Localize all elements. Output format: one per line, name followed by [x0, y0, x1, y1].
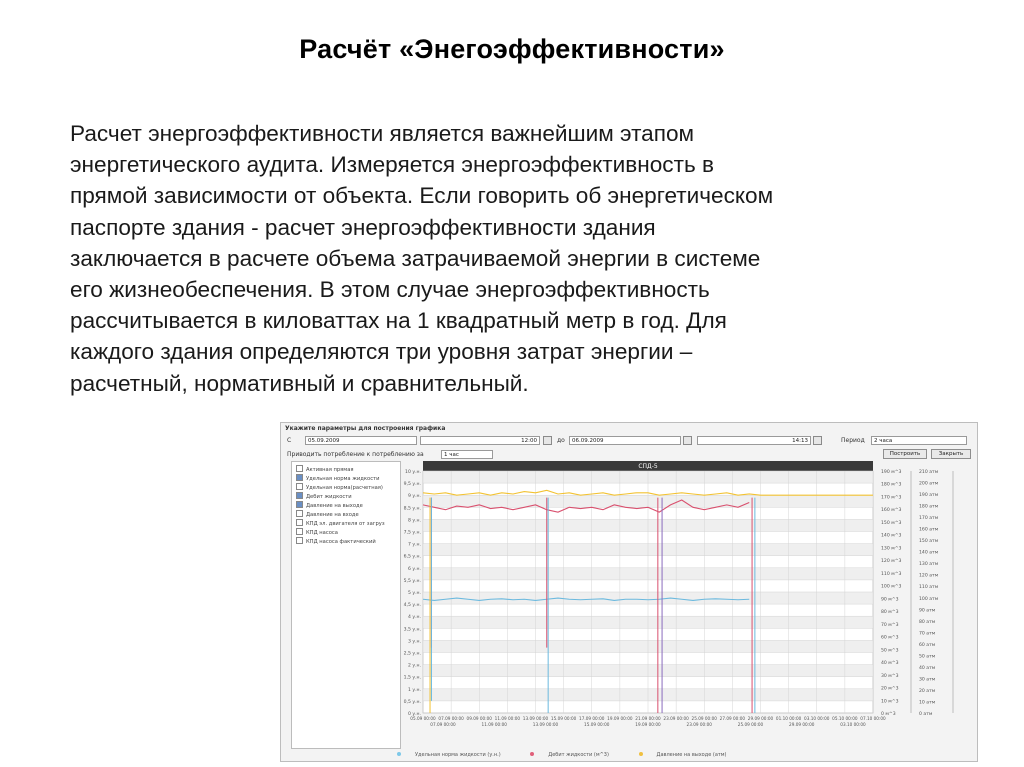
parameter-item[interactable] — [296, 529, 338, 537]
paragraph-line: каждого здания определяются три уровня затрат энергии – — [70, 339, 693, 365]
paragraph-line: паспорте здания - расчет энергоэффективности здания — [70, 214, 656, 240]
y-left-tick-label: 1 у.н. — [407, 687, 421, 693]
x-tick-label: 01.10 00:00 — [775, 716, 802, 721]
x-tick-label: 15.09 00:00 — [550, 716, 577, 721]
x-tick-label: 29.09 00:00 — [789, 722, 815, 727]
y-right-tick-label: 50 атм — [919, 654, 936, 660]
reduce-label: Приводить потребление к потреблению за — [287, 451, 424, 458]
build-button[interactable]: Построить — [883, 449, 927, 459]
checkbox-icon[interactable] — [296, 474, 303, 481]
y-left-tick-label: 5 у.н. — [407, 591, 421, 596]
parameter-label: КПД насоса — [306, 530, 338, 536]
y-mid-tick-label: 70 м^3 — [881, 622, 899, 628]
x-tick-label: 13.09 00:00 — [522, 716, 549, 721]
parameter-item[interactable] — [296, 502, 363, 510]
x-tick-label: 23.09 00:00 — [663, 716, 689, 721]
date-range-toolbar — [285, 435, 973, 447]
legend-marker-icon — [530, 752, 534, 756]
x-tick-label: 05.10 00:00 — [832, 716, 858, 721]
y-right-tick-label: 130 атм — [919, 562, 939, 568]
y-right-tick-label: 40 атм — [919, 665, 936, 671]
parameter-label: Удельная норма(расчетная) — [306, 485, 383, 491]
x-tick-label: 19.09 00:00 — [607, 716, 633, 721]
from-time-field[interactable]: 12:00 — [420, 436, 540, 445]
y-mid-tick-label: 100 м^3 — [881, 584, 902, 590]
y-left-tick-label: 6,5 у.н. — [403, 554, 421, 560]
legend-entry: Давление на выходе (атм) — [639, 752, 741, 758]
y-mid-tick-label: 130 м^3 — [881, 546, 902, 552]
paragraph-line: Расчет энергоэффективности является важнейшим этапом — [70, 121, 695, 146]
y-right-tick-label: 10 атм — [919, 700, 936, 706]
y-left-tick-label: 1,5 у.н. — [403, 675, 421, 681]
paragraph-line: прямой зависимости от объекта. Если говорить об энергетическом — [70, 183, 774, 209]
legend-marker-icon — [397, 752, 401, 756]
x-tick-label: 11.09 00:00 — [481, 722, 507, 727]
parameter-item[interactable] — [296, 520, 385, 528]
parameter-item[interactable] — [296, 484, 383, 492]
checkbox-icon[interactable] — [296, 465, 303, 472]
paragraph-line: расчетный, нормативный и сравнительный. — [70, 370, 529, 396]
chart-legend — [397, 752, 917, 761]
x-tick-label: 07.10 00:00 — [860, 716, 886, 721]
y-mid-tick-label: 10 м^3 — [881, 699, 899, 705]
parameter-label: Давление на выходе — [306, 503, 363, 509]
parameter-item[interactable] — [296, 511, 359, 519]
x-tick-label: 03.10 00:00 — [840, 722, 866, 727]
y-mid-tick-label: 50 м^3 — [881, 648, 899, 654]
slide-title: Расчёт «Энегоэффективности» — [299, 34, 725, 64]
y-left-tick-label: 7 у.н. — [407, 542, 421, 548]
parameter-label: Давление на входе — [306, 512, 359, 518]
x-tick-label: 21.09 00:00 — [635, 716, 661, 721]
y-left-tick-label: 0 у.н. — [407, 712, 421, 717]
y-mid-tick-label: 0 м^3 — [881, 712, 896, 717]
y-left-tick-label: 3 у.н. — [407, 639, 421, 645]
y-right-tick-label: 70 атм — [919, 631, 936, 637]
parameter-item[interactable] — [296, 493, 352, 501]
y-mid-tick-label: 180 м^3 — [881, 482, 902, 488]
y-right-tick-label: 30 атм — [919, 677, 936, 683]
y-mid-tick-label: 80 м^3 — [881, 610, 899, 616]
to-time-field[interactable]: 14:13 — [697, 436, 811, 445]
to-time-spin-button[interactable] — [813, 436, 822, 445]
y-left-tick-label: 8 у.н. — [407, 518, 421, 524]
y-left-tick-label: 4,5 у.н. — [403, 603, 421, 609]
y-mid-tick-label: 160 м^3 — [881, 508, 902, 514]
y-right-tick-label: 160 атм — [919, 527, 939, 533]
legend-entry: Удельная норма жидкости (у.н.) — [397, 752, 515, 758]
paragraph-line: заключается в расчете объема затрачиваемой энергии в системе — [70, 245, 761, 271]
y-right-tick-label: 60 атм — [919, 642, 936, 648]
parameter-label: КПД эл. двигателя от загруз — [306, 521, 385, 527]
from-date-field[interactable]: 05.09.2009 — [305, 436, 417, 445]
line-chart — [387, 453, 973, 753]
y-mid-tick-label: 190 м^3 — [881, 470, 902, 475]
parameter-item[interactable] — [296, 466, 354, 474]
to-date-field[interactable]: 06.09.2009 — [569, 436, 681, 445]
legend-entry: Дебит жидкости (м^3) — [530, 752, 623, 758]
x-tick-label: 03.10 00:00 — [804, 716, 830, 721]
to-calendar-button[interactable] — [683, 436, 692, 445]
period-select[interactable]: 2 часа — [871, 436, 967, 445]
x-tick-label: 09.09 00:00 — [466, 716, 492, 721]
y-left-tick-label: 5,5 у.н. — [403, 578, 421, 584]
window-title: Укажите параметры для построения графика — [285, 425, 446, 432]
parameter-label: КПД насоса фактический — [306, 539, 376, 545]
x-tick-label: 19.09 00:00 — [635, 722, 661, 727]
y-right-tick-label: 140 атм — [919, 550, 939, 556]
parameter-label: Активная прямая — [306, 467, 354, 473]
checkbox-icon[interactable] — [296, 483, 303, 490]
y-right-tick-label: 170 атм — [919, 516, 939, 522]
paragraph-line: его жизнеобеспечения. В этом случае энергоэффективность — [70, 277, 710, 303]
y-right-tick-label: 200 атм — [919, 481, 939, 487]
parameter-item[interactable] — [296, 538, 376, 546]
checkbox-icon[interactable] — [296, 519, 303, 526]
y-left-tick-label: 2,5 у.н. — [403, 651, 421, 657]
y-mid-tick-label: 40 м^3 — [881, 661, 899, 667]
x-tick-label: 07.09 00:00 — [430, 722, 456, 727]
x-tick-label: 17.09 00:00 — [579, 716, 605, 721]
y-mid-tick-label: 30 м^3 — [881, 673, 899, 679]
y-right-tick-label: 150 атм — [919, 539, 939, 545]
paragraph-line: энергетического аудита. Измеряется энергоэффективность в — [70, 152, 714, 178]
y-right-tick-label: 90 атм — [919, 608, 936, 614]
parameter-list — [291, 461, 401, 749]
x-tick-label: 11.09 00:00 — [494, 716, 521, 721]
y-right-tick-label: 180 атм — [919, 504, 939, 510]
y-right-tick-label: 80 атм — [919, 619, 936, 625]
y-left-tick-label: 8,5 у.н. — [403, 506, 421, 512]
close-button[interactable]: Закрыть — [931, 449, 971, 459]
x-tick-label: 15.09 00:00 — [584, 722, 610, 727]
y-left-tick-label: 4 у.н. — [407, 615, 421, 621]
checkbox-icon[interactable] — [296, 510, 303, 517]
y-right-tick-label: 100 атм — [919, 596, 939, 602]
slide-paragraph — [70, 118, 970, 399]
y-left-tick-label: 9 у.н. — [407, 494, 421, 500]
checkbox-icon[interactable] — [296, 528, 303, 535]
x-tick-label: 29.09 00:00 — [747, 716, 774, 721]
y-right-tick-label: 120 атм — [919, 573, 939, 579]
parameter-label: Дебит жидкости — [306, 494, 352, 500]
y-mid-tick-label: 110 м^3 — [881, 571, 902, 577]
x-tick-label: 05.09 00:00 — [410, 716, 436, 721]
y-mid-tick-label: 170 м^3 — [881, 495, 902, 501]
y-mid-tick-label: 120 м^3 — [881, 559, 902, 565]
y-left-tick-label: 6 у.н. — [407, 566, 421, 572]
embedded-app-screenshot — [280, 422, 978, 762]
y-left-tick-label: 9,5 у.н. — [403, 482, 421, 488]
x-tick-label: 13.09 00:00 — [532, 722, 559, 727]
x-tick-label: 25.09 00:00 — [737, 722, 764, 727]
x-tick-label: 25.09 00:00 — [691, 716, 717, 721]
legend-marker-icon — [639, 752, 643, 756]
y-mid-tick-label: 60 м^3 — [881, 635, 899, 641]
x-tick-label: 07.09 00:00 — [438, 716, 464, 721]
from-time-spin-button[interactable] — [543, 436, 552, 445]
y-right-tick-label: 20 атм — [919, 688, 936, 694]
y-right-tick-label: 190 атм — [919, 493, 939, 499]
x-tick-label: 27.09 00:00 — [719, 716, 746, 721]
paragraph-line: рассчитывается в киловаттах на 1 квадратный метр в год. Для — [70, 308, 727, 334]
checkbox-icon[interactable] — [296, 537, 303, 544]
period-label: Период — [841, 437, 865, 444]
y-left-tick-label: 0,5 у.н. — [403, 699, 421, 705]
y-right-tick-label: 110 атм — [919, 585, 939, 591]
parameter-item[interactable] — [296, 475, 379, 483]
checkbox-icon[interactable] — [296, 492, 303, 499]
y-mid-tick-label: 140 м^3 — [881, 533, 902, 539]
parameter-label: Удельная норма жидкости — [306, 476, 380, 482]
y-left-tick-label: 2 у.н. — [407, 663, 421, 669]
y-right-tick-label: 0 атм — [919, 712, 933, 717]
y-left-tick-label: 10 у.н. — [405, 470, 421, 475]
chart-title: СПД-5 — [638, 463, 658, 470]
y-right-tick-label: 210 атм — [919, 470, 939, 475]
reduce-select[interactable]: 1 час — [441, 450, 493, 459]
y-mid-tick-label: 90 м^3 — [881, 597, 899, 603]
y-left-tick-label: 7,5 у.н. — [403, 530, 421, 536]
x-tick-label: 23.09 00:00 — [686, 722, 712, 727]
y-left-tick-label: 3,5 у.н. — [403, 627, 421, 633]
y-mid-tick-label: 150 м^3 — [881, 520, 902, 526]
checkbox-icon[interactable] — [296, 501, 303, 508]
y-mid-tick-label: 20 м^3 — [881, 686, 899, 692]
to-label: до — [557, 437, 565, 444]
from-label: С — [287, 437, 292, 444]
